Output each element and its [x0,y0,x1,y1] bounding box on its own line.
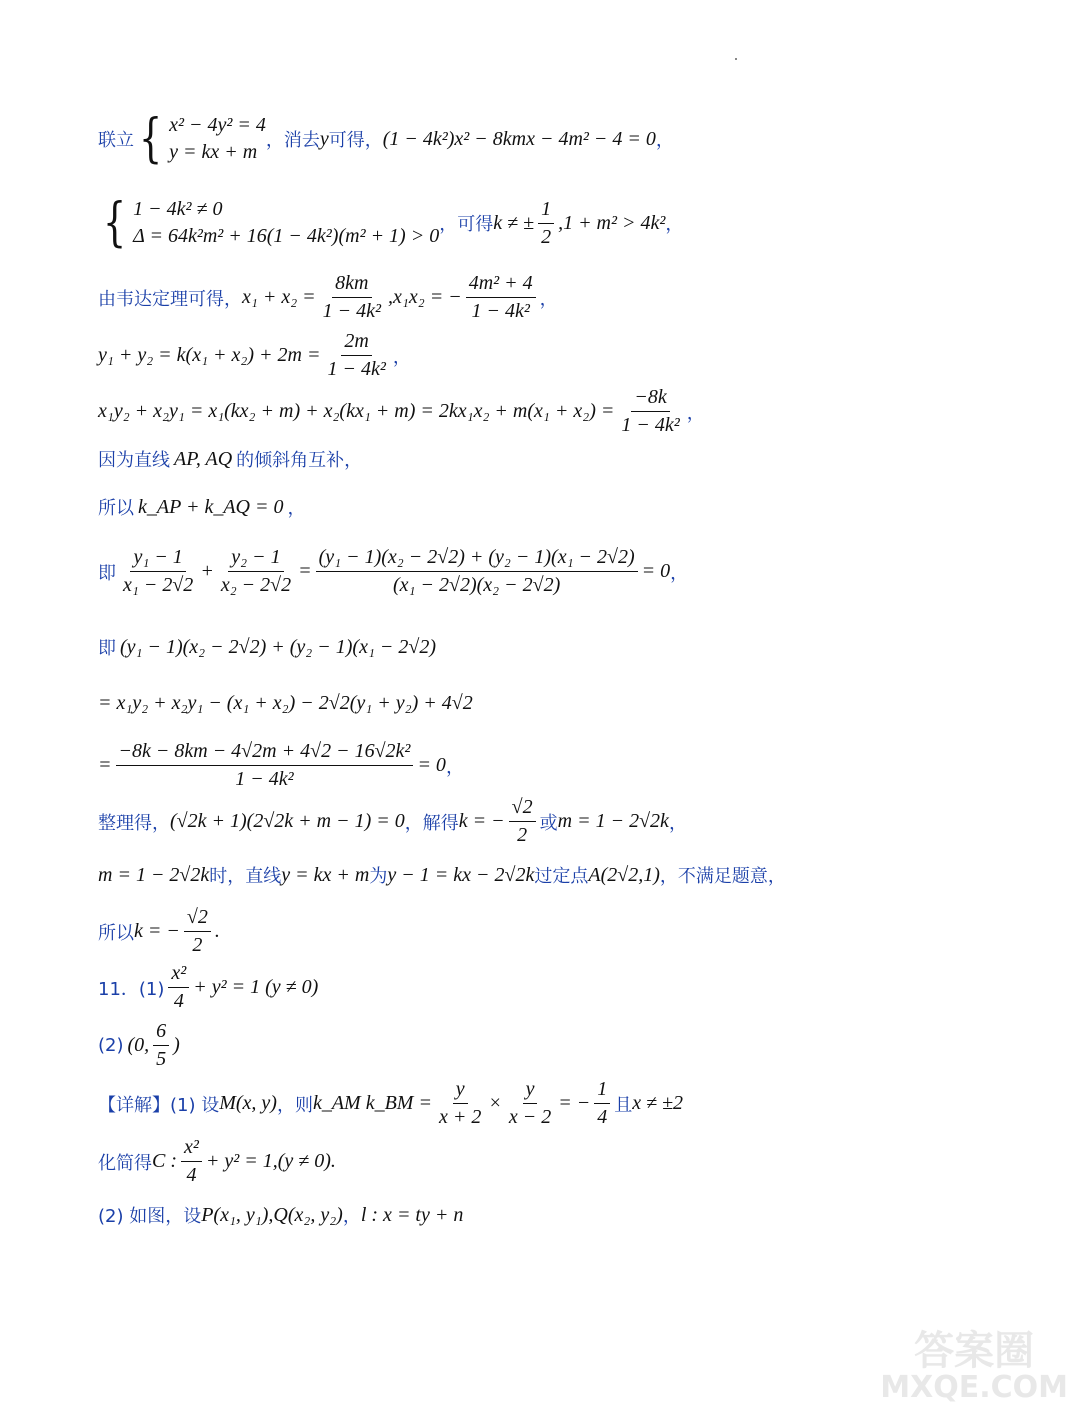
equation: Δ = 64k²m² + 16(1 − 4k²)(m² + 1) > 0 [133,225,440,247]
math: l : x = ty + n [360,1203,464,1226]
math: y₁ + y₂ = k(x₁ + x₂) + 2m = [98,344,321,366]
math: + [200,560,214,582]
line-6 [98,446,362,472]
math: = x₁y₂ + x₂y₁ − (x₁ + x₂) − 2√2(y₁ + y₂) + 4√2 [98,692,473,714]
text: ，解得 [404,812,459,834]
line-5 [98,386,705,437]
text: 由韦达定理可得， [98,288,242,310]
math: × [488,1092,502,1114]
math: + y² = 1 (y ≠ 0) [193,976,319,998]
line-8 [98,546,688,597]
fraction: $\frac{\text{x²}}{4}$ [168,962,189,1013]
line-3 [98,272,558,323]
math: = − [558,1092,591,1114]
question-number: 11．(1) [98,978,165,1000]
text: ， [670,562,689,584]
text: ， [287,498,306,519]
math: A(2√2,1) [588,863,660,886]
fraction: $\frac{6}{5}$ [153,1020,169,1071]
line-17 [98,1078,683,1129]
equation: y = kx + m [169,141,258,163]
text: 且 [614,1094,633,1116]
math: k_AM k_BM = [312,1092,432,1114]
text: 所以 [98,922,134,944]
fraction: $\frac{√2}{2}$ [509,796,536,847]
math: C : [152,1150,177,1172]
equation-system: { x² − 4y² = 4 y = kx + m [138,109,266,169]
line-11 [98,740,464,791]
text: ，可得 [439,214,494,235]
text: ， [668,812,687,834]
text: ， [655,130,674,151]
fraction: $\frac{\text{(y₁ − 1)(x₂ − 2√2) + (y₂ − 1)(x₁ − 2√2)}}{\text{(x₁ − 2√2)(x₂ − 2√2)}}$ [316,546,638,597]
fraction: $\frac{\text{4m² + 4}}{\text{1 − 4k²}}$ [466,272,536,323]
text: 即 [98,562,116,584]
text: ，消去 [265,130,320,151]
line-14 [98,906,220,957]
text: (2) 如图，设 [98,1206,202,1227]
stray-dot [735,58,737,60]
line-15 [98,962,318,1013]
math: k = − [458,810,505,832]
text: ， [445,756,464,778]
math: + y² = 1,(y ≠ 0). [205,1150,336,1172]
text: ， [665,214,684,235]
fraction: $\frac{\text{−8k − 8km − 4√2m + 4√2 − 16√2k²}}{\text{1 − 4k²}}$ [116,740,414,791]
equation: 1 − 4k² ≠ 0 [133,198,223,220]
math: P(x₁, y₁),Q(x₂, y₂) [201,1203,343,1226]
text: 因为直线 [98,450,170,471]
text: 即 [98,638,116,659]
text: 化简得 [98,1152,152,1174]
math: m = 1 − 2√2k [557,810,669,832]
text: 的倾斜角互补， [236,450,363,471]
text: 过定点 [534,866,589,887]
inequality-system: { 1 − 4k² ≠ 0 Δ = 64k²m² + 16(1 − 4k²)(m² + 1) > 0 [102,193,440,253]
line-10 [98,692,473,715]
math: k ≠ ± [493,211,535,234]
line-16 [98,1020,180,1071]
line-1 [98,109,674,169]
text: 可得， [328,130,383,151]
math: y [319,127,329,150]
fraction: $\frac{y}{x + 2}$ [438,1078,482,1128]
text: 所以 [98,498,134,519]
math: = 0 [641,560,671,582]
text: 【详解】(1) 设 [98,1094,220,1116]
math: . [214,920,220,942]
line-18 [98,1136,336,1187]
watermark-logo: 答案圈 [914,1327,1035,1374]
fraction: $\frac{1}{2}$ [538,198,554,249]
math: x₁ + x₂ = [242,286,316,308]
math: (√2k + 1)(2√2k + m − 1) = 0 [170,810,405,832]
fraction: $\frac{\text{y₂ − 1}}{\text{x₂ − 2√2}}$ [220,546,292,596]
math: AP, AQ [174,447,233,470]
line-9 [98,634,436,660]
text: (2) [98,1035,124,1056]
text: 联立 [98,130,134,151]
math: ,1 + m² > 4k² [558,211,666,234]
line-12 [98,796,687,847]
equation: x² − 4y² = 4 [169,114,266,136]
text: 整理得， [98,812,170,834]
math: M(x, y) [219,1092,277,1114]
text: 或 [539,812,558,834]
fraction: $\frac{-8k}{\text{1 − 4k²}}$ [621,386,680,436]
math: x₁y₂ + x₂y₁ = x₁(kx₂ + m) + x₂(kx₁ + m) = 2kx₁x₂ + m(x₁ + x₂) = [98,400,615,422]
text: 为 [369,866,388,887]
math: = [98,754,112,776]
math: = [298,560,312,582]
fraction: $\frac{2m}{\text{1 − 4k²}}$ [327,330,386,380]
math: ,x₁x₂ = − [388,286,462,308]
text: ，则 [276,1094,313,1116]
math: y = kx + m [281,863,370,886]
fraction: $\frac{\text{y₁ − 1}}{\text{x₁ − 2√2}}$ [123,546,194,596]
text: ， [392,346,411,368]
math: y − 1 = kx − 2√2k [387,863,535,886]
math: k = − [134,920,180,942]
math: = 0 [417,754,446,776]
text: ，不满足题意， [659,866,786,887]
line-4 [98,330,411,381]
math: k_AP + k_AQ = 0 [138,495,284,518]
math: (1 − 4k²)x² − 8kmx − 4m² − 4 = 0 [382,127,656,150]
watermark-url: MXQE.COM [880,1369,1068,1405]
line-13 [98,862,786,888]
math: m = 1 − 2√2k [98,863,210,886]
line-2 [98,193,684,253]
fraction: $\frac{8km}{\text{1 − 4k²}}$ [322,272,382,322]
text: 时，直线 [209,866,282,887]
fraction: $\frac{1}{4}$ [594,1078,610,1129]
text: ， [686,402,705,424]
text: ， [342,1206,361,1227]
math: (0, [127,1034,150,1056]
text: ， [539,288,558,310]
fraction: $\frac{√2}{2}$ [184,906,211,957]
line-19 [98,1202,463,1228]
line-7 [98,494,305,520]
fraction: $\frac{y}{x - 2}$ [508,1078,552,1128]
math: ) [173,1034,180,1056]
watermark [880,1327,1068,1405]
fraction: $\frac{\text{x²}}{4}$ [181,1136,202,1187]
math: x ≠ ±2 [632,1092,684,1114]
math: (y₁ − 1)(x₂ − 2√2) + (y₂ − 1)(x₁ − 2√2) [120,635,437,658]
